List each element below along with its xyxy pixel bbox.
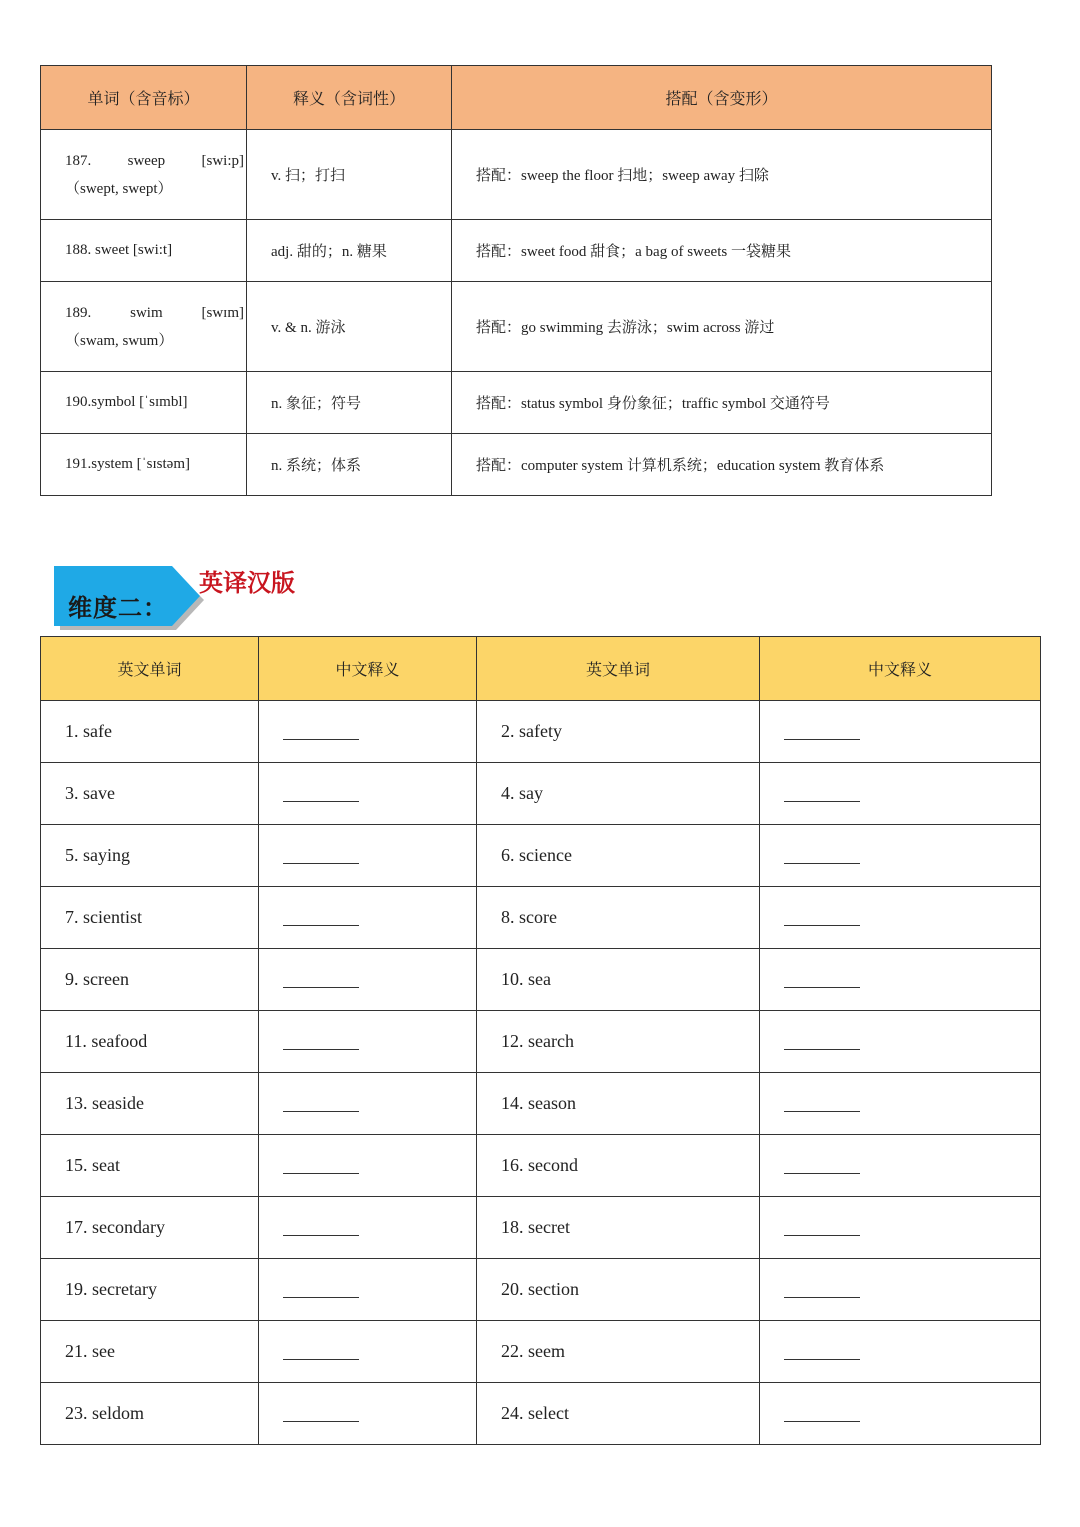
english-word: 21. see [41, 1321, 259, 1383]
word-cell: 191.system [ˈsɪstəm] [41, 434, 247, 496]
quiz-row [41, 1135, 1041, 1197]
answer-blank[interactable] [283, 1283, 359, 1298]
header-chinese-meaning: 中文释义 [259, 637, 477, 701]
answer-blank[interactable] [283, 1159, 359, 1174]
answer-blank-cell [259, 1383, 477, 1445]
meaning-cell: adj. 甜的；n. 糖果 [247, 220, 452, 282]
collocation-cell: 搭配：sweep the floor 扫地；sweep away 扫除 [452, 130, 992, 220]
vocabulary-table [40, 65, 992, 496]
quiz-row [41, 825, 1041, 887]
collocation-cell: 搭配：go swimming 去游泳；swim across 游过 [452, 282, 992, 372]
english-word: 1. safe [41, 701, 259, 763]
answer-blank-cell [259, 1321, 477, 1383]
answer-blank-cell [259, 1011, 477, 1073]
english-word: 10. sea [477, 949, 760, 1011]
answer-blank[interactable] [784, 1159, 860, 1174]
word-forms: （swam, swum） [65, 332, 174, 349]
quiz-row [41, 1259, 1041, 1321]
english-word: 8. score [477, 887, 760, 949]
header-english-word: 英文单词 [477, 637, 760, 701]
answer-blank-cell [259, 949, 477, 1011]
answer-blank-cell [259, 1073, 477, 1135]
english-word: 16. second [477, 1135, 760, 1197]
header-english-word: 英文单词 [41, 637, 259, 701]
word-number: 187. [65, 152, 92, 169]
word-cell: 190.symbol [ˈsɪmbl] [41, 372, 247, 434]
quiz-row [41, 1197, 1041, 1259]
english-word: 7. scientist [41, 887, 259, 949]
english-word: 24. select [477, 1383, 760, 1445]
quiz-row [41, 1011, 1041, 1073]
answer-blank[interactable] [283, 1407, 359, 1422]
translation-quiz-table [40, 636, 1041, 1445]
collocation-cell: 搭配：computer system 计算机系统；education system 教育体系 [452, 434, 992, 496]
header-meaning: 释义（含词性） [247, 66, 452, 130]
word-phonetic: [swi:p] [201, 152, 244, 169]
meaning-cell: n. 象征；符号 [247, 372, 452, 434]
answer-blank[interactable] [283, 849, 359, 864]
answer-blank[interactable] [784, 973, 860, 988]
word-text: swim [130, 304, 163, 321]
quiz-row [41, 949, 1041, 1011]
answer-blank-cell [259, 1135, 477, 1197]
english-word: 9. screen [41, 949, 259, 1011]
answer-blank-cell [760, 1383, 1041, 1445]
vocab-row [41, 220, 992, 282]
vocab-row [41, 372, 992, 434]
word-cell [41, 282, 247, 372]
answer-blank-cell [760, 1321, 1041, 1383]
english-word: 20. section [477, 1259, 760, 1321]
english-word: 5. saying [41, 825, 259, 887]
quiz-row [41, 701, 1041, 763]
word-cell [41, 130, 247, 220]
answer-blank[interactable] [283, 725, 359, 740]
quiz-row [41, 1073, 1041, 1135]
answer-blank-cell [760, 949, 1041, 1011]
answer-blank[interactable] [784, 1407, 860, 1422]
english-word: 12. search [477, 1011, 760, 1073]
english-word: 4. say [477, 763, 760, 825]
answer-blank[interactable] [784, 1221, 860, 1236]
vocab-row [41, 434, 992, 496]
english-word: 13. seaside [41, 1073, 259, 1135]
answer-blank[interactable] [784, 1345, 860, 1360]
answer-blank-cell [760, 887, 1041, 949]
word-cell: 188. sweet [swi:t] [41, 220, 247, 282]
answer-blank-cell [760, 701, 1041, 763]
english-word: 3. save [41, 763, 259, 825]
header-word: 单词（含音标） [41, 66, 247, 130]
vocab-header-row [41, 66, 992, 130]
english-word: 14. season [477, 1073, 760, 1135]
answer-blank-cell [259, 763, 477, 825]
word-number: 189. [65, 304, 92, 321]
english-word: 23. seldom [41, 1383, 259, 1445]
answer-blank[interactable] [784, 849, 860, 864]
english-word: 17. secondary [41, 1197, 259, 1259]
english-word: 19. secretary [41, 1259, 259, 1321]
quiz-row [41, 887, 1041, 949]
answer-blank-cell [760, 825, 1041, 887]
answer-blank-cell [259, 701, 477, 763]
quiz-header-row [41, 637, 1041, 701]
meaning-cell: v. 扫；打扫 [247, 130, 452, 220]
header-collocation: 搭配（含变形） [452, 66, 992, 130]
answer-blank[interactable] [283, 1345, 359, 1360]
answer-blank[interactable] [784, 1283, 860, 1298]
english-word: 15. seat [41, 1135, 259, 1197]
vocab-row [41, 130, 992, 220]
answer-blank[interactable] [784, 1035, 860, 1050]
english-word: 2. safety [477, 701, 760, 763]
quiz-row [41, 1321, 1041, 1383]
header-chinese-meaning: 中文释义 [760, 637, 1041, 701]
answer-blank-cell [259, 1259, 477, 1321]
english-word: 6. science [477, 825, 760, 887]
english-word: 18. secret [477, 1197, 760, 1259]
section-badge [54, 566, 206, 630]
meaning-cell: n. 系统；体系 [247, 434, 452, 496]
answer-blank[interactable] [283, 787, 359, 802]
word-phonetic: [swɪm] [201, 304, 244, 321]
answer-blank-cell [760, 1073, 1041, 1135]
collocation-cell: 搭配：sweet food 甜食；a bag of sweets 一袋糖果 [452, 220, 992, 282]
answer-blank-cell [760, 1135, 1041, 1197]
answer-blank[interactable] [283, 973, 359, 988]
english-word: 11. seafood [41, 1011, 259, 1073]
answer-blank[interactable] [283, 1221, 359, 1236]
quiz-row [41, 1383, 1041, 1445]
word-text: sweep [127, 152, 166, 169]
collocation-cell: 搭配：status symbol 身份象征；traffic symbol 交通符号 [452, 372, 992, 434]
vocab-row [41, 282, 992, 372]
answer-blank[interactable] [784, 725, 860, 740]
meaning-cell: v. & n. 游泳 [247, 282, 452, 372]
answer-blank-cell [760, 1197, 1041, 1259]
answer-blank-cell [259, 1197, 477, 1259]
answer-blank[interactable] [283, 1035, 359, 1050]
answer-blank[interactable] [283, 1097, 359, 1112]
answer-blank[interactable] [283, 911, 359, 926]
word-forms: （swept, swept） [65, 180, 173, 197]
answer-blank[interactable] [784, 1097, 860, 1112]
section-title: 英译汉版 [199, 568, 295, 597]
quiz-row [41, 763, 1041, 825]
answer-blank-cell [760, 763, 1041, 825]
answer-blank-cell [760, 1259, 1041, 1321]
answer-blank[interactable] [784, 787, 860, 802]
answer-blank-cell [259, 887, 477, 949]
english-word: 22. seem [477, 1321, 760, 1383]
answer-blank-cell [259, 825, 477, 887]
answer-blank[interactable] [784, 911, 860, 926]
answer-blank-cell [760, 1011, 1041, 1073]
section-badge-label: 维度二： [68, 593, 168, 622]
